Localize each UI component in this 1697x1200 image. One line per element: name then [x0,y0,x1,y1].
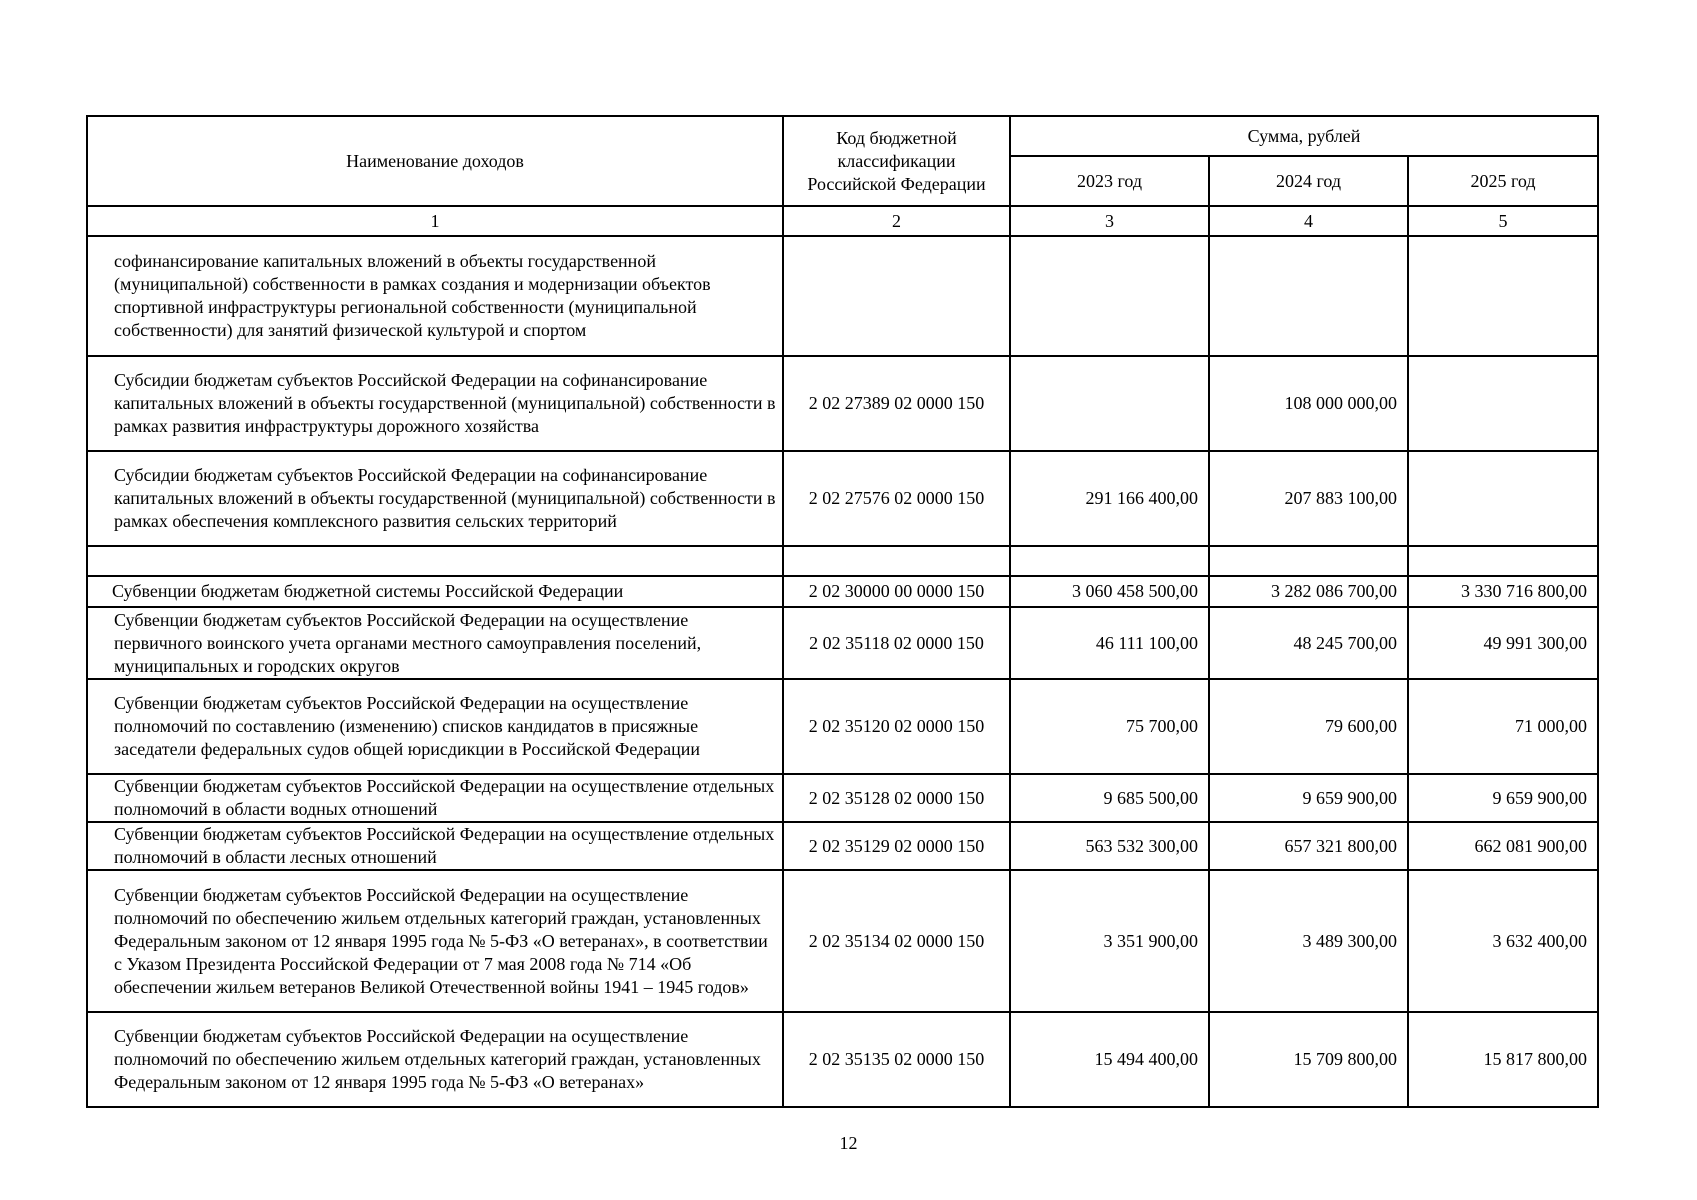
income-name: Субсидии бюджетам субъектов Российской Федерации на софинансирование капитальных вложений в объекты государственной (муниципальной) собственности в рамках развития инфраструктуры дорожного хозяйства [87,356,783,451]
amount-2023 [1010,546,1209,576]
header-year-2023: 2023 год [1010,156,1209,206]
header-code: Код бюджетной классификации Российской Федерации [783,116,1010,206]
table-row [87,1012,1598,1107]
table-row [87,236,1598,356]
amount-2024: 3 489 300,00 [1209,870,1408,1012]
budget-table [86,115,1599,1108]
table-row [87,356,1598,451]
amount-2025: 3 632 400,00 [1408,870,1598,1012]
income-name: Субвенции бюджетам субъектов Российской Федерации на осуществление отдельных полномочий в области лесных отношений [87,822,783,870]
budget-code: 2 02 35135 02 0000 150 [783,1012,1010,1107]
amount-2023: 9 685 500,00 [1010,774,1209,822]
amount-2025 [1408,451,1598,546]
header-year-2025: 2025 год [1408,156,1598,206]
amount-2023 [1010,356,1209,451]
amount-2023: 75 700,00 [1010,679,1209,774]
amount-2025: 662 081 900,00 [1408,822,1598,870]
budget-code: 2 02 35134 02 0000 150 [783,870,1010,1012]
amount-2024 [1209,236,1408,356]
amount-2025: 15 817 800,00 [1408,1012,1598,1107]
column-number: 4 [1209,206,1408,236]
income-name: Субвенции бюджетам субъектов Российской Федерации на осуществление полномочий по составлению (изменению) списков кандидатов в присяжные заседатели федеральных судов общей юрисдикции в Российской Федерации [87,679,783,774]
amount-2023: 15 494 400,00 [1010,1012,1209,1107]
amount-2024: 657 321 800,00 [1209,822,1408,870]
income-name: Субвенции бюджетам субъектов Российской Федерации на осуществление полномочий по обеспечению жильем отдельных категорий граждан, установленных Федеральным законом от 12 января 1995 года № 5-ФЗ «О ветеранах», в соответствии с Указом Президента Российской Федерации от 7 мая 2008 года № 714 «Об обеспечении жильем ветеранов Великой Отечественной войны 1941 – 1945 годов» [87,870,783,1012]
amount-2024: 9 659 900,00 [1209,774,1408,822]
budget-code: 2 02 35128 02 0000 150 [783,774,1010,822]
amount-2023: 3 351 900,00 [1010,870,1209,1012]
income-name: софинансирование капитальных вложений в объекты государственной (муниципальной) собственности в рамках создания и модернизации объектов спортивной инфраструктуры региональной собственности (муниципальной собственности) для занятий физической культурой и спортом [87,236,783,356]
budget-code: 2 02 35118 02 0000 150 [783,607,1010,679]
table-row [87,822,1598,870]
amount-2025: 9 659 900,00 [1408,774,1598,822]
amount-2024: 108 000 000,00 [1209,356,1408,451]
amount-2023: 291 166 400,00 [1010,451,1209,546]
amount-2024: 207 883 100,00 [1209,451,1408,546]
table-row [87,546,1598,576]
amount-2023: 563 532 300,00 [1010,822,1209,870]
amount-2023: 3 060 458 500,00 [1010,576,1209,607]
income-name: Субсидии бюджетам субъектов Российской Федерации на софинансирование капитальных вложений в объекты государственной (муниципальной) собственности в рамках обеспечения комплексного развития сельских территорий [87,451,783,546]
amount-2024: 3 282 086 700,00 [1209,576,1408,607]
income-name: Субвенции бюджетам субъектов Российской Федерации на осуществление отдельных полномочий в области водных отношений [87,774,783,822]
column-number: 1 [87,206,783,236]
amount-2024: 15 709 800,00 [1209,1012,1408,1107]
income-name: Субвенции бюджетам субъектов Российской Федерации на осуществление полномочий по обеспечению жильем отдельных категорий граждан, установленных Федеральным законом от 12 января 1995 года № 5-ФЗ «О ветеранах» [87,1012,783,1107]
table-row [87,607,1598,679]
income-name: Субвенции бюджетам субъектов Российской Федерации на осуществление первичного воинского учета органами местного самоуправления поселений, муниципальных и городских округов [87,607,783,679]
budget-code: 2 02 35120 02 0000 150 [783,679,1010,774]
budget-code [783,546,1010,576]
amount-2025: 3 330 716 800,00 [1408,576,1598,607]
budget-code: 2 02 30000 00 0000 150 [783,576,1010,607]
amount-2024: 48 245 700,00 [1209,607,1408,679]
header-sum: Сумма, рублей [1010,116,1598,156]
budget-code: 2 02 35129 02 0000 150 [783,822,1010,870]
amount-2024 [1209,546,1408,576]
income-name: Субвенции бюджетам бюджетной системы Российской Федерации [87,576,783,607]
budget-code [783,236,1010,356]
column-number: 3 [1010,206,1209,236]
column-number: 5 [1408,206,1598,236]
table-row [87,870,1598,1012]
table-row [87,451,1598,546]
amount-2025 [1408,356,1598,451]
amount-2023 [1010,236,1209,356]
amount-2025: 49 991 300,00 [1408,607,1598,679]
budget-code: 2 02 27576 02 0000 150 [783,451,1010,546]
table-row [87,576,1598,607]
column-number: 2 [783,206,1010,236]
header-year-2024: 2024 год [1209,156,1408,206]
amount-2025 [1408,236,1598,356]
amount-2023: 46 111 100,00 [1010,607,1209,679]
amount-2024: 79 600,00 [1209,679,1408,774]
table-row [87,774,1598,822]
budget-code: 2 02 27389 02 0000 150 [783,356,1010,451]
income-name [87,546,783,576]
page-number: 12 [839,1133,858,1153]
amount-2025 [1408,546,1598,576]
amount-2025: 71 000,00 [1408,679,1598,774]
table-row [87,679,1598,774]
header-name: Наименование доходов [87,116,783,206]
